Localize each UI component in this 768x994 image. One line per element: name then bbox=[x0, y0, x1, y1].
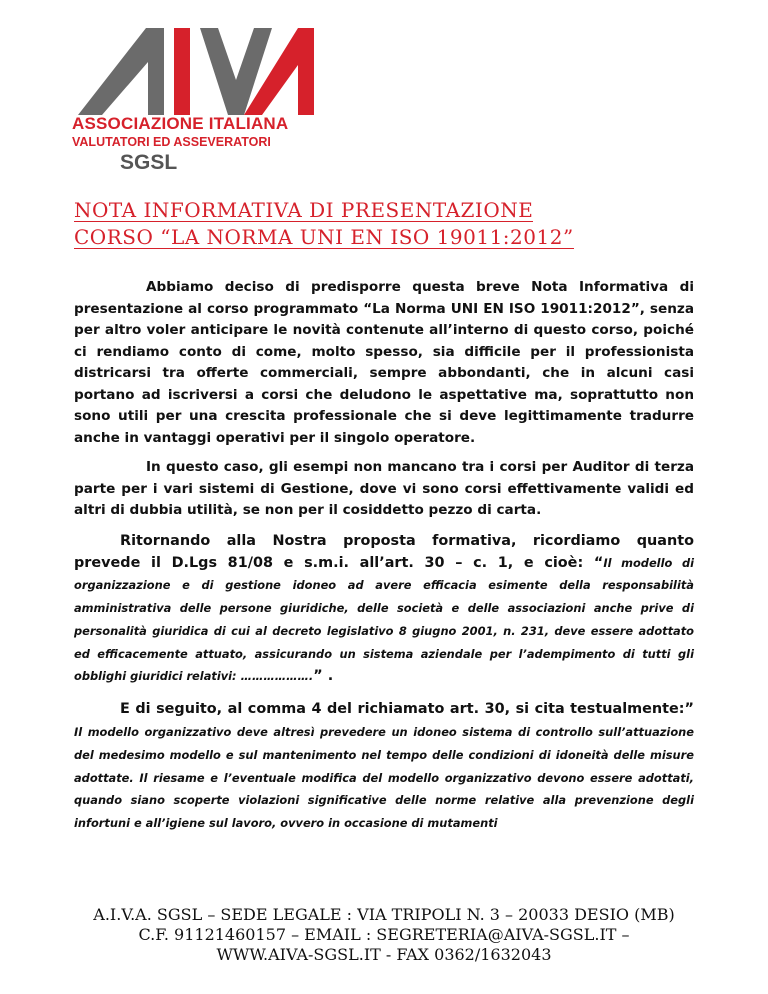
document-title bbox=[74, 198, 694, 250]
title-line2: CORSO “LA NORMA UNI EN ISO 19011:2012” bbox=[74, 225, 574, 249]
paragraph-2-text: In questo caso, gli esempi non mancano tra i corsi per Auditor di terza parte per i vari sistemi di Gestione, dove vi sono corsi effettivamente validi ed altri di dubbia utilità, se non per il cosiddetto pezzo di carta. bbox=[74, 459, 694, 518]
org-name-line3: SGSL bbox=[120, 151, 178, 174]
footer-line1: A.I.V.A. SGSL – SEDE LEGALE : VIA TRIPOLI N. 3 – 20033 DESIO (MB) bbox=[93, 905, 675, 924]
paragraph-3-end: ” . bbox=[313, 668, 334, 685]
paragraph-4-intro: E di seguito, al comma 4 del richiamato art. 30, si cita testualmente:” bbox=[120, 701, 694, 718]
org-name-line1: ASSOCIAZIONE ITALIANA bbox=[72, 114, 289, 133]
title-line1: NOTA INFORMATIVA DI PRESENTAZIONE bbox=[74, 198, 534, 222]
paragraph-4-quote: Il modello organizzativo deve altresì prevedere un idoneo sistema di controllo sull’attuazione del medesimo modello e sul mantenimento nel tempo delle condizioni di idoneità delle misure adottate. Il riesame e l’eventuale modifica del modello organizzativo devono essere adottati, quando siano scoperte violazioni significative delle norme relative alla prevenzione degli infortuni e all’igiene sul lavoro, ovvero in occasione di mutamenti bbox=[74, 725, 694, 831]
paragraph-4 bbox=[74, 698, 694, 835]
paragraph-3-intro: Ritornando alla Nostra proposta formativa, ricordiamo quanto prevede il D.Lgs 81/08 e s.m.i. all’art. 30 – c. 1, e cioè: “ bbox=[74, 532, 694, 571]
footer-line2: C.F. 91121460157 – EMAIL : SEGRETERIA@AIVA-SGSL.IT – bbox=[138, 925, 630, 944]
paragraph-3-quote: Il modello di organizzazione e di gestione idoneo ad avere efficacia esimente della responsabilità amministrativa delle persone giuridiche, delle società e delle associazioni anche prive di personalità giuridica di cui al decreto legislativo 8 giugno 2001, n. 231, deve essere adottato ed efficacemente attuato, assicurando un sistema aziendale per l’adempimento di tutti gli obblighi giuridici relativi: ………………. bbox=[74, 555, 695, 684]
aiva-logo-mark bbox=[68, 20, 318, 120]
footer bbox=[0, 905, 768, 965]
paragraph-3 bbox=[74, 530, 694, 689]
paragraph-1-text: Abbiamo deciso di predisporre questa breve Nota Informativa di presentazione al corso programmato “La Norma UNI EN ISO 19011:2012”, senza per altro voler anticipare le novità contenute all’interno di questo corso, poiché ci rendiamo conto di come, molto spesso, sia difficile per il professionista districarsi tra offerte commerciali, sempre abbondanti, che in alcuni casi portano ad iscriversi a corsi che deludono le aspettative ma, soprattutto non sono utili per una crescita professionale che si deve legittimamente tradurre anche in vantaggi operativi per il singolo operatore. bbox=[74, 279, 694, 446]
document-body bbox=[74, 277, 694, 835]
org-name-line2: VALUTATORI ED ASSEVERATORI bbox=[72, 135, 271, 149]
footer-line3: WWW.AIVA-SGSL.IT - FAX 0362/1632043 bbox=[216, 945, 552, 964]
paragraph-2 bbox=[74, 457, 694, 522]
aiva-logo bbox=[60, 20, 320, 180]
paragraph-1 bbox=[74, 277, 694, 449]
